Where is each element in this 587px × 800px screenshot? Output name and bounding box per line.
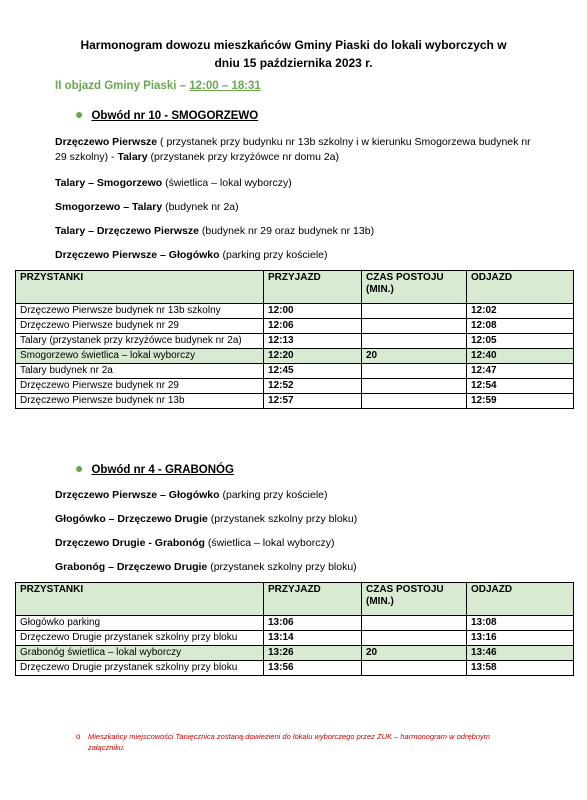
- cell-departure: 12:54: [467, 379, 574, 394]
- subtitle-prefix: II objazd Gminy Piaski –: [55, 80, 190, 92]
- route-bold: Talary – Smogorzewo: [55, 177, 163, 189]
- route-text: (budynek nr 2a): [162, 201, 239, 213]
- route-bold: Drzęczewo Drugie - Grabonóg: [55, 537, 205, 549]
- bullet-dot-icon: ●: [75, 106, 84, 122]
- footnote: [76, 731, 528, 753]
- header-departure: ODJAZD: [467, 271, 574, 304]
- header-stay: CZAS POSTOJU (MIN.): [362, 583, 467, 616]
- table-row: [16, 334, 574, 349]
- cell-departure: 13:58: [467, 661, 574, 676]
- section-2-route-3: [55, 536, 535, 551]
- table-row-polling-station: [16, 349, 574, 364]
- route-bold: Drzęczewo Pierwsze: [55, 136, 158, 148]
- cell-stop: Głogówko parking: [16, 616, 264, 631]
- section-1-title: Obwód nr 10 - SMOGORZEWO: [91, 110, 259, 122]
- cell-stop: Drzęczewo Pierwsze budynek nr 29: [16, 379, 264, 394]
- cell-arrival: 13:56: [264, 661, 362, 676]
- cell-departure: 12:08: [467, 319, 574, 334]
- section-1-route-2: [55, 176, 535, 191]
- cell-stay: [362, 334, 467, 349]
- cell-stop: Drzęczewo Pierwsze budynek nr 29: [16, 319, 264, 334]
- title-line-2: dniu 15 października 2023 r.: [214, 56, 373, 70]
- cell-stop: Talary budynek nr 2a: [16, 364, 264, 379]
- cell-stay: [362, 631, 467, 646]
- cell-arrival: 13:14: [264, 631, 362, 646]
- cell-stay: [362, 616, 467, 631]
- section-1-route-1: [55, 135, 535, 165]
- cell-arrival: 13:26: [264, 646, 362, 661]
- cell-arrival: 12:13: [264, 334, 362, 349]
- bullet-dot-icon: ●: [75, 460, 84, 476]
- route-bold: Grabonóg – Drzęczewo Drugie: [55, 561, 208, 573]
- section-2-route-4: [55, 560, 535, 575]
- table-row: [16, 364, 574, 379]
- section-1-route-5: [55, 248, 535, 263]
- table-header-row: [16, 583, 574, 616]
- table-row: [16, 616, 574, 631]
- route-text: (parking przy kościele): [219, 489, 328, 501]
- route-bold: Drzęczewo Pierwsze – Głogówko: [55, 249, 220, 261]
- header-departure: ODJAZD: [467, 583, 574, 616]
- route-bold: Drzęczewo Pierwsze – Głogówko: [55, 489, 220, 501]
- title-line-1: Harmonogram dowozu mieszkańców Gminy Piaski do lokali wyborczych w: [80, 38, 507, 52]
- route-text-2: (przystanek przy krzyżówce nr domu 2a): [147, 151, 340, 163]
- cell-departure: 12:47: [467, 364, 574, 379]
- header-stops: PRZYSTANKI: [16, 583, 264, 616]
- cell-departure: 12:40: [467, 349, 574, 364]
- section-1-route-3: [55, 200, 535, 215]
- cell-stay: [362, 661, 467, 676]
- footnote-text: Mieszkańcy miejscowości Tanięcznica zostaną dowiezieni do lokalu wyborczego przez ZUK – harmonogram w odrębnym załączniku.: [88, 732, 490, 752]
- footnote-marker-icon: o: [76, 732, 81, 741]
- subtitle-time: 12:00 – 18:31: [189, 80, 261, 92]
- cell-stop: Grabonóg świetlica – lokal wyborczy: [16, 646, 264, 661]
- cell-arrival: 12:06: [264, 319, 362, 334]
- header-stay: CZAS POSTOJU (MIN.): [362, 271, 467, 304]
- cell-departure: 13:46: [467, 646, 574, 661]
- cell-stay: [362, 304, 467, 319]
- cell-arrival: 12:00: [264, 304, 362, 319]
- route-bold: Talary – Drzęczewo Pierwsze: [55, 225, 199, 237]
- cell-arrival: 12:45: [264, 364, 362, 379]
- table-row: [16, 379, 574, 394]
- header-arrival: PRZYJAZD: [264, 583, 362, 616]
- cell-stay: [362, 364, 467, 379]
- cell-stop: Drzęczewo Drugie przystanek szkolny przy bloku: [16, 631, 264, 646]
- header-arrival: PRZYJAZD: [264, 271, 362, 304]
- route-text: (przystanek szkolny przy bloku): [207, 561, 357, 573]
- table-row-polling-station: [16, 646, 574, 661]
- table-row: [16, 304, 574, 319]
- header-stops: PRZYSTANKI: [16, 271, 264, 304]
- section-1-route-4: [55, 224, 535, 239]
- table-row: [16, 319, 574, 334]
- route-text: (świetlica – lokal wyborczy): [162, 177, 292, 189]
- cell-stop: Drzęczewo Pierwsze budynek nr 13b szkolny: [16, 304, 264, 319]
- table-row: [16, 631, 574, 646]
- cell-departure: 12:02: [467, 304, 574, 319]
- cell-departure: 12:05: [467, 334, 574, 349]
- cell-arrival: 12:57: [264, 394, 362, 409]
- cell-stop: Smogorzewo świetlica – lokal wyborczy: [16, 349, 264, 364]
- cell-arrival: 12:52: [264, 379, 362, 394]
- document-title: [40, 36, 547, 72]
- route-text: (świetlica – lokal wyborczy): [204, 537, 335, 549]
- section-1-heading: [75, 106, 258, 122]
- route-text: (budynek nr 29 oraz budynek nr 13b): [198, 225, 375, 237]
- section-2-route-2: [55, 512, 535, 527]
- section-1-schedule-table: [15, 270, 574, 409]
- section-2-schedule-table: [15, 582, 574, 676]
- table-row: [16, 394, 574, 409]
- cell-departure: 13:16: [467, 631, 574, 646]
- route-bold-2: Talary: [117, 151, 148, 163]
- section-2-route-1: [55, 488, 535, 503]
- cell-stay: 20: [362, 349, 467, 364]
- cell-stay: [362, 394, 467, 409]
- cell-stay: 20: [362, 646, 467, 661]
- cell-stop: Talary (przystanek przy krzyżówce budynek nr 2a): [16, 334, 264, 349]
- cell-departure: 13:08: [467, 616, 574, 631]
- route-text: (przystanek szkolny przy bloku): [207, 513, 358, 525]
- section-2-title: Obwód nr 4 - GRABONÓG: [91, 464, 234, 476]
- section-2-heading: [75, 460, 234, 476]
- route-bold: Smogorzewo – Talary: [55, 201, 163, 213]
- cell-stop: Drzęczewo Pierwsze budynek nr 13b: [16, 394, 264, 409]
- tour-subtitle: [55, 80, 261, 92]
- table-row: [16, 661, 574, 676]
- cell-departure: 12:59: [467, 394, 574, 409]
- cell-stay: [362, 319, 467, 334]
- cell-stop: Drzęczewo Drugie przystanek szkolny przy bloku: [16, 661, 264, 676]
- route-bold: Głogówko – Drzęczewo Drugie: [55, 513, 208, 525]
- cell-arrival: 13:06: [264, 616, 362, 631]
- cell-stay: [362, 379, 467, 394]
- route-text: ( przystanek przy budynku nr 13b szkolny i w kierunku Smogorzewa budynek nr 29 szkolny) -: [55, 136, 531, 163]
- table-header-row: [16, 271, 574, 304]
- cell-arrival: 12:20: [264, 349, 362, 364]
- route-text: (parking przy kościele): [219, 249, 328, 261]
